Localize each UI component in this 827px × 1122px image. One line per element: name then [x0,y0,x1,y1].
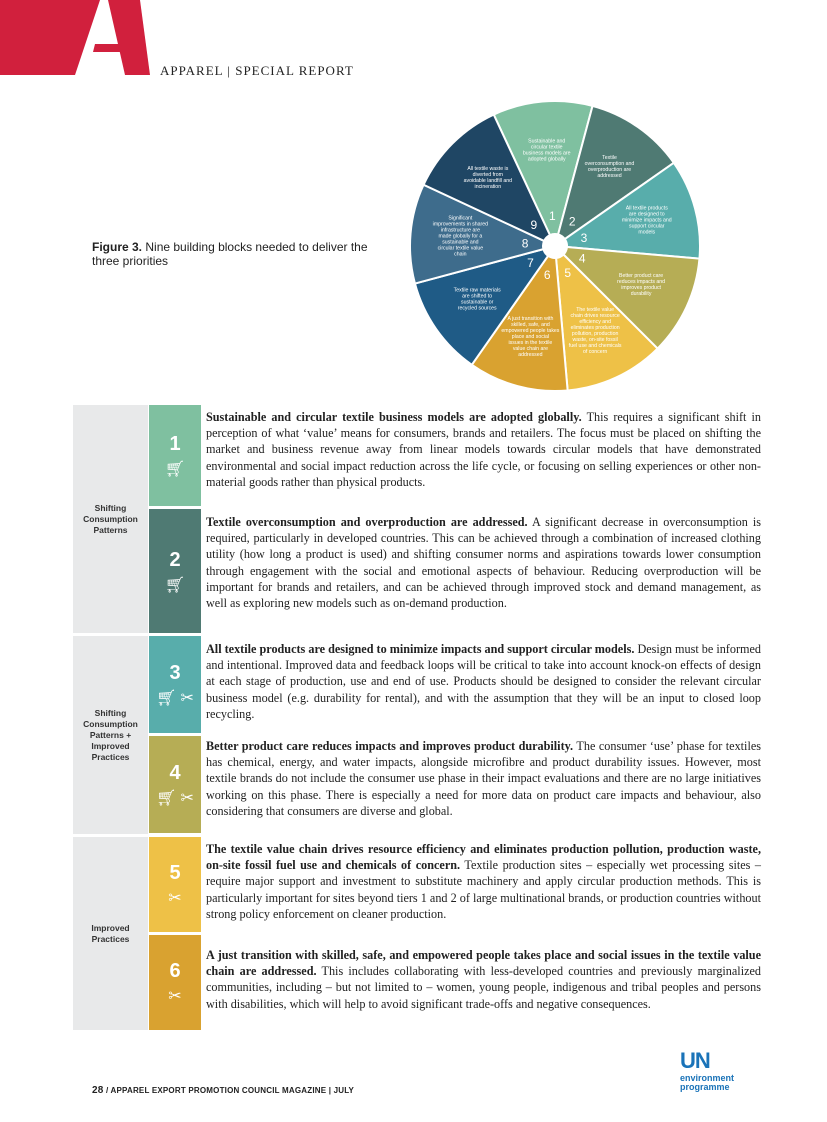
block-title: A just transition with skilled, safe, and empowered people takes place and social issues in the textile value chain are addressed. [206,948,761,979]
cart-icon: 🛒︎ [156,690,177,707]
diagram-segment-number: 2 [568,214,576,229]
section-title: APPAREL | SPECIAL REPORT [160,63,354,78]
cart-icon: 🛒︎ [164,461,186,478]
cart-icon: 🛒︎ [156,790,177,807]
cart-icon: 🛒︎ [164,576,186,594]
diagram-segment-number: 8 [521,236,529,251]
block-title: Better product care reduces impacts and improves product durability. [206,739,574,753]
diagram-segment-number: 7 [527,256,534,271]
block-body: The consumer ‘use’ phase for textiles has chemical, energy, and water impacts, alongside microfibre and product durability issues. However, most textile brands do not include the consumer use phase in their impact evaluations and there are no large initiatives working on this phase. There is especially a need for more data on product care impacts and behaviour, also considering that consumers are diverse and global. [206,739,761,818]
scissors-icon: ✂︎ [180,690,194,707]
block-body: A significant decrease in overconsumption is required, particularly in developed countries. This can be achieved through a combination of increased clothing utility (how long a product is used) and shifting consumer norms and aspirations towards lower consumption through engagement with the social and emotional aspects of behaviour. Reducing overproduction will be important for brands and retailers, and can be achieved through improved stock and demand management, as well as exploring new models such as on-demand production. [206,515,762,611]
block-number: 5 [169,862,181,884]
unep-logo-line1: environment [680,1073,735,1083]
building-block-5 [149,837,201,932]
block-body: This includes collaborating with less-developed countries and previously marginalized communities, including – but not limited to – women, young people, indigenous and tribal peoples and persons with disabilities, which will help to avoid significant trade-offs and negative consequences. [206,964,761,1011]
block-number: 4 [169,762,181,784]
block-title: All textile products are designed to minimize impacts and support circular models. [206,642,635,656]
block-title: The textile value chain drives resource efficiency and eliminates production pollution, production waste, on-site fossil fuel use and chemicals of concern. [206,842,761,873]
unep-logo [680,1048,760,1096]
diagram-segment-label: All textile waste is diverted from avoidable landfill and incineration [463,165,513,190]
block-title: Textile overconsumption and overproduction are addressed. [206,515,528,529]
block-description-5 [206,841,761,922]
diagram-center [543,234,567,258]
block-description-2 [206,514,761,611]
footer-text: / APPAREL EXPORT PROMOTION COUNCIL MAGAZINE | JULY [105,1086,355,1095]
diagram-segment-label: Sustainable and circular textile business models are adopted globally [522,138,571,163]
category-shifting-consumption: Shifting Consumption Patterns [73,405,148,633]
scissors-icon: ✂︎ [168,890,182,907]
building-block-4 [149,736,201,833]
diagram-segment-label: Significant improvements in shared infrastructure are made globally for a sustainable and circular textile value chain [432,215,489,258]
block-number: 1 [169,433,181,455]
diagram-segment-label: Textile overconsumption and overproduction are addressed [584,155,635,180]
block-description-3 [206,641,761,722]
diagram-segment-number: 6 [543,267,551,282]
diagram-segment-label: Textile raw materials are shifted to sustainable or recycled sources [453,287,501,312]
block-description-1 [206,409,761,490]
block-number: 6 [169,960,181,982]
block-number: 3 [169,662,181,684]
block-body: Design must be informed and intentional. Improved data and feedback loops will be critical to take into account knock-on effects of design at each stage of production, use and end of use. Products should be designed to consider the relevant circular business model (e.g. durability for rental), and with the assumption that they will be an input to closed loop recycling. [206,642,761,721]
block-title: Sustainable and circular textile business models are adopted globally. [206,410,582,424]
building-block-2 [149,509,201,633]
block-description-6 [206,947,761,1012]
diagram-segment-label: A just transition with skilled, safe, and empowered people takes place and social issues in the textile value chain are addressed [501,315,560,358]
category-shifting-and-improved: Shifting Consumption Patterns + Improved Practices [73,636,148,834]
diagram-segment-number: 1 [549,209,556,224]
category-improved-practices: Improved Practices [73,837,148,1030]
unep-logo-un: UN [680,1048,710,1073]
building-blocks-diagram [400,96,720,406]
building-block-6 [149,935,201,1030]
block-body: Textile production sites – especially wet processing sites – require major support and investment to substitute machinery and apply circular production methods. This is particularly important for sites beyond tiers 1 and 2 of large multinational brands, or production countries without strong policy enforcement on cleaner production. [206,858,762,921]
block-body: This requires a significant shift in perception of what ‘value’ means for consumers, brands and retailers. The focus must be placed on shifting the market and business revenue away from linear models towards circular models that have demonstrated environmental and social impact reduction across the life cycle, or focusing on selling experiences or other non-material goods rather than physical products. [206,410,761,489]
diagram-segment-label: Better product care reduces impacts and improves product durability [617,273,666,298]
building-block-3 [149,636,201,733]
figure-label: Figure 3. [92,240,143,254]
magazine-logo [0,0,170,80]
diagram-segment-label: All textile products are designed to minimize impacts and support circular models [621,205,672,236]
building-block-1 [149,405,201,506]
page-footer [92,1085,354,1096]
diagram-segment-number: 9 [530,217,538,232]
unep-logo-line2: programme [680,1082,730,1092]
diagram-segment-number: 4 [578,251,586,266]
block-description-4 [206,738,761,819]
diagram-segment-label: The textile value chain drives resource efficiency and eliminates production pollution, production waste, on-site fossil fuel use and chemicals of concern [568,307,622,356]
diagram-segment-number: 3 [580,231,588,246]
scissors-icon: ✂︎ [180,790,194,807]
diagram-segment-number: 5 [564,266,572,281]
figure-caption [92,240,392,268]
block-number: 2 [169,548,181,571]
figure-caption-text: Nine building blocks needed to deliver the three priorities [92,240,368,268]
scissors-icon: ✂︎ [168,988,182,1005]
page-number: 28 [92,1085,104,1096]
